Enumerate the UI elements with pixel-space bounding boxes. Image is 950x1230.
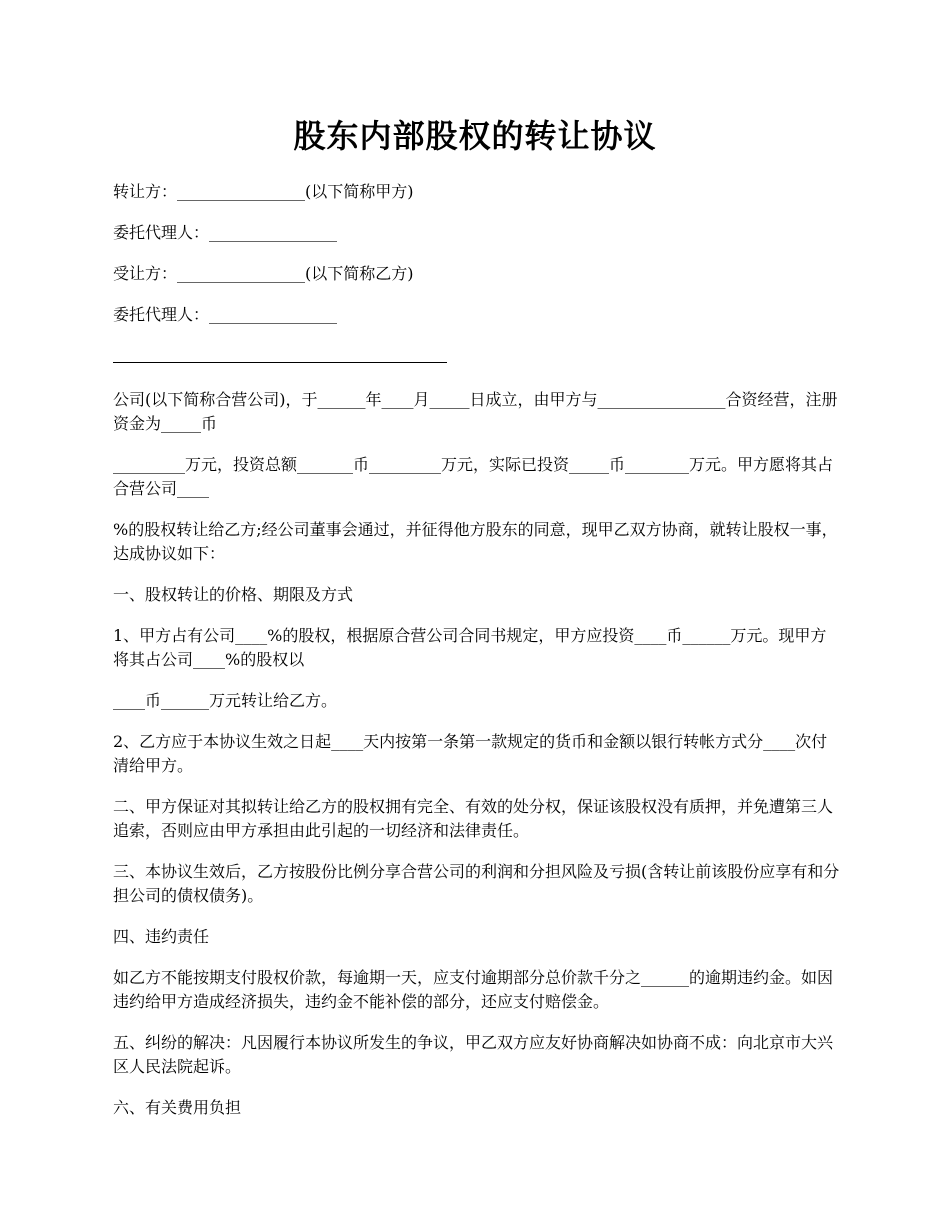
section-1-item-2: 2、乙方应于本协议生效之日起____天内按第一条第一款规定的货币和金额以银行转帐方式分____次付清给甲方。: [113, 732, 828, 775]
paragraph-company-info: 公司(以下简称合营公司)，于______年____月_____日成立，由甲方与________________合资经营，注册资金为_____币: [113, 390, 838, 433]
paragraph-investment: _________万元，投资总额_______币_________万元，实际已投资_____币________万元。甲方愿将其占合营公司____: [113, 455, 834, 498]
section-1-item-1-continued: ____币______万元转让给乙方。: [113, 691, 338, 710]
section-5: 五、纠纷的解决：凡因履行本协议所发生的争议，甲乙双方应友好协商解决如协商不成：向北京市大兴区人民法院起诉。: [113, 1033, 834, 1076]
section-1-item-1: 1、甲方占有公司____%的股权，根据原合营公司合同书规定，甲方应投资____币______万元。现甲方将其占公司____%的股权以: [113, 626, 827, 669]
transferee-line: 受让方：________________(以下简称乙方): [113, 264, 414, 283]
company-name-blank-line: [113, 344, 447, 363]
document-body: [113, 180, 841, 1137]
section-2: 二、甲方保证对其拟转让给乙方的股权拥有完全、有效的处分权，保证该股权没有质押，并免遭第三人追索，否则应由甲方承担由此引起的一切经济和法律责任。: [113, 797, 834, 840]
paragraph-agreement-intro: %的股权转让给乙方;经公司董事会通过，并征得他方股东的同意，现甲乙双方协商，就转让股权一事，达成协议如下：: [113, 520, 838, 563]
transferee-agent-line: 委托代理人：________________: [113, 305, 338, 324]
section-6-heading: 六、有关费用负担: [113, 1098, 242, 1117]
section-4-heading: 四、违约责任: [113, 927, 210, 946]
section-1-heading: 一、股权转让的价格、期限及方式: [113, 585, 354, 604]
document-title: 股东内部股权的转让协议: [293, 117, 657, 155]
transferor-line: 转让方：________________(以下简称甲方): [113, 182, 414, 201]
section-3: 三、本协议生效后，乙方按股份比例分享合营公司的利润和分担风险及亏损(含转让前该股份应享有和分担公司的债权债务)。: [113, 862, 840, 905]
transferor-agent-line: 委托代理人：________________: [113, 223, 338, 242]
section-4-body: 如乙方不能按期支付股权价款，每逾期一天，应支付逾期部分总价款千分之______的逾期违约金。如因违约给甲方造成经济损失，违约金不能补偿的部分，还应支付赔偿金。: [113, 968, 834, 1011]
